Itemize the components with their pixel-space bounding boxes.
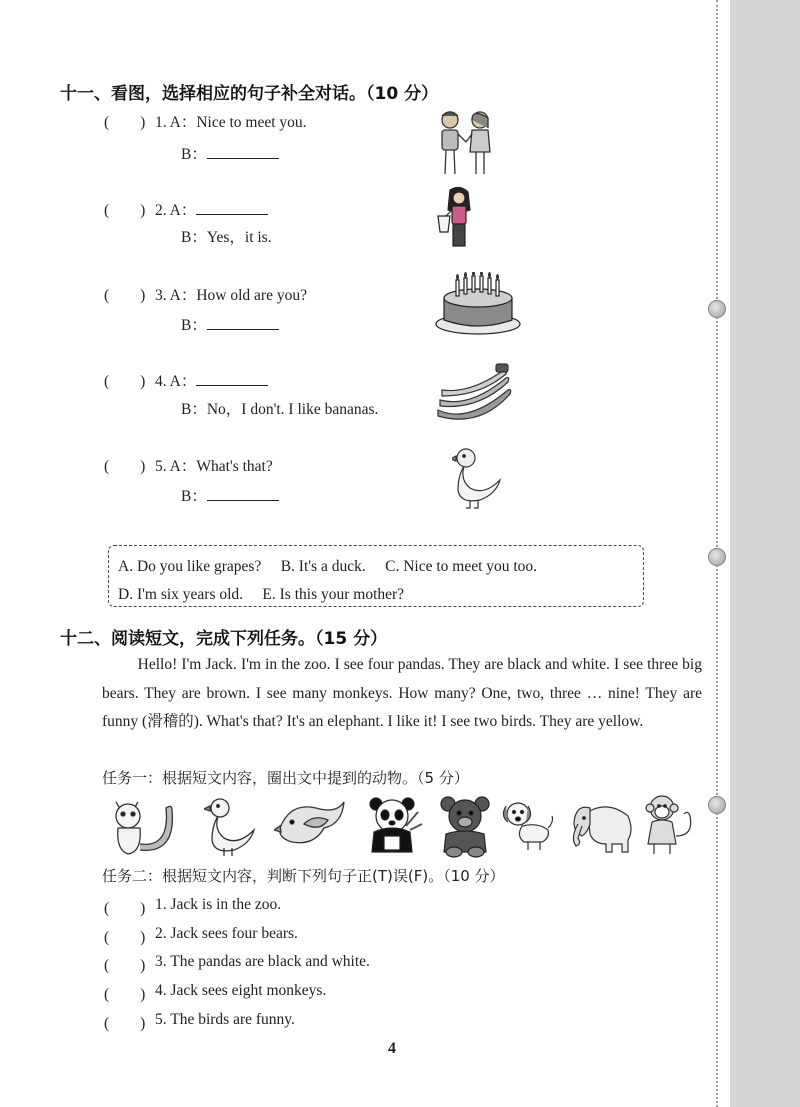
- line-b: B：: [181, 142, 279, 164]
- line-a: 5. A：What's that?: [155, 458, 273, 475]
- binder-hole-icon: [708, 796, 726, 814]
- answer-blank[interactable]: [196, 371, 268, 386]
- bananas-icon: [434, 362, 518, 422]
- answer-blank[interactable]: [207, 144, 279, 159]
- binder-hole-icon: [708, 300, 726, 318]
- options-row-1: A. Do you like grapes? B. It's a duck. C. Nice to meet you too.: [118, 558, 538, 575]
- monkey-icon[interactable]: [640, 792, 696, 858]
- tf-statement: 2. Jack sees four bears.: [155, 925, 298, 942]
- tf-paren[interactable]: ( ): [104, 986, 146, 1003]
- tf-statement: 5. The birds are funny.: [155, 1011, 295, 1028]
- bear-icon[interactable]: [434, 794, 496, 858]
- answer-blank[interactable]: [207, 315, 279, 330]
- tf-paren[interactable]: ( ): [104, 900, 146, 917]
- line-b: B：No，I don't. I like bananas.: [181, 401, 379, 418]
- tf-paren[interactable]: ( ): [104, 1015, 146, 1032]
- section-12-title: 十二、阅读短文，完成下列任务。（15 分）: [60, 629, 388, 649]
- task-2-title: 任务二：根据短文内容，判断下列句子正(T)误(F)。（10 分）: [102, 867, 505, 885]
- line-b: B：Yes，it is.: [181, 229, 272, 246]
- elephant-icon[interactable]: [568, 798, 634, 854]
- options-row-2: D. I'm six years old. E. Is this your mother?: [118, 586, 405, 603]
- page-number: 4: [388, 1040, 396, 1057]
- bird-icon[interactable]: [274, 800, 346, 852]
- line-b: B：: [181, 484, 279, 506]
- duck-icon[interactable]: [204, 796, 260, 858]
- section-11-title: 十一、看图，选择相应的句子补全对话。（10 分）: [60, 84, 439, 104]
- answer-paren[interactable]: ( ): [104, 202, 146, 219]
- passage-text: Hello! I'm Jack. I'm in the zoo. I see four pandas. They are black and white. I see three big bears. They are brown. I see many monkeys. How many? One, two, three … nine! They are funny (滑稽的). What's that? It's an elephant. I like it! I see two birds. They are yellow.: [102, 656, 702, 730]
- answer-paren[interactable]: ( ): [104, 114, 146, 131]
- reading-passage: [102, 651, 702, 737]
- answer-blank[interactable]: [196, 200, 268, 215]
- task-1-title: 任务一：根据短文内容，圈出文中提到的动物。（5 分）: [102, 769, 469, 787]
- line-a: 1. A：Nice to meet you.: [155, 114, 307, 131]
- binder-hole-icon: [708, 548, 726, 566]
- tf-paren[interactable]: ( ): [104, 929, 146, 946]
- line-a: 4. A：: [155, 369, 268, 391]
- cat-icon[interactable]: [108, 796, 178, 858]
- tf-statement: 4. Jack sees eight monkeys.: [155, 982, 327, 999]
- answer-paren[interactable]: ( ): [104, 458, 146, 475]
- tf-statement: 3. The pandas are black and white.: [155, 953, 370, 970]
- binding-gutter: [730, 0, 800, 1107]
- answer-paren[interactable]: ( ): [104, 287, 146, 304]
- tf-statement: 1. Jack is in the zoo.: [155, 896, 282, 913]
- two-kids-greeting-icon: [432, 108, 500, 178]
- line-b: B：: [181, 313, 279, 335]
- dog-icon[interactable]: [500, 798, 554, 854]
- answer-blank[interactable]: [207, 486, 279, 501]
- line-a: 2. A：: [155, 198, 268, 220]
- line-a: 3. A：How old are you?: [155, 287, 307, 304]
- tf-paren[interactable]: ( ): [104, 957, 146, 974]
- mother-with-bag-icon: [436, 186, 480, 250]
- duck-icon: [452, 444, 504, 512]
- birthday-cake-icon: [434, 272, 522, 336]
- answer-paren[interactable]: ( ): [104, 373, 146, 390]
- panda-icon[interactable]: [362, 796, 424, 856]
